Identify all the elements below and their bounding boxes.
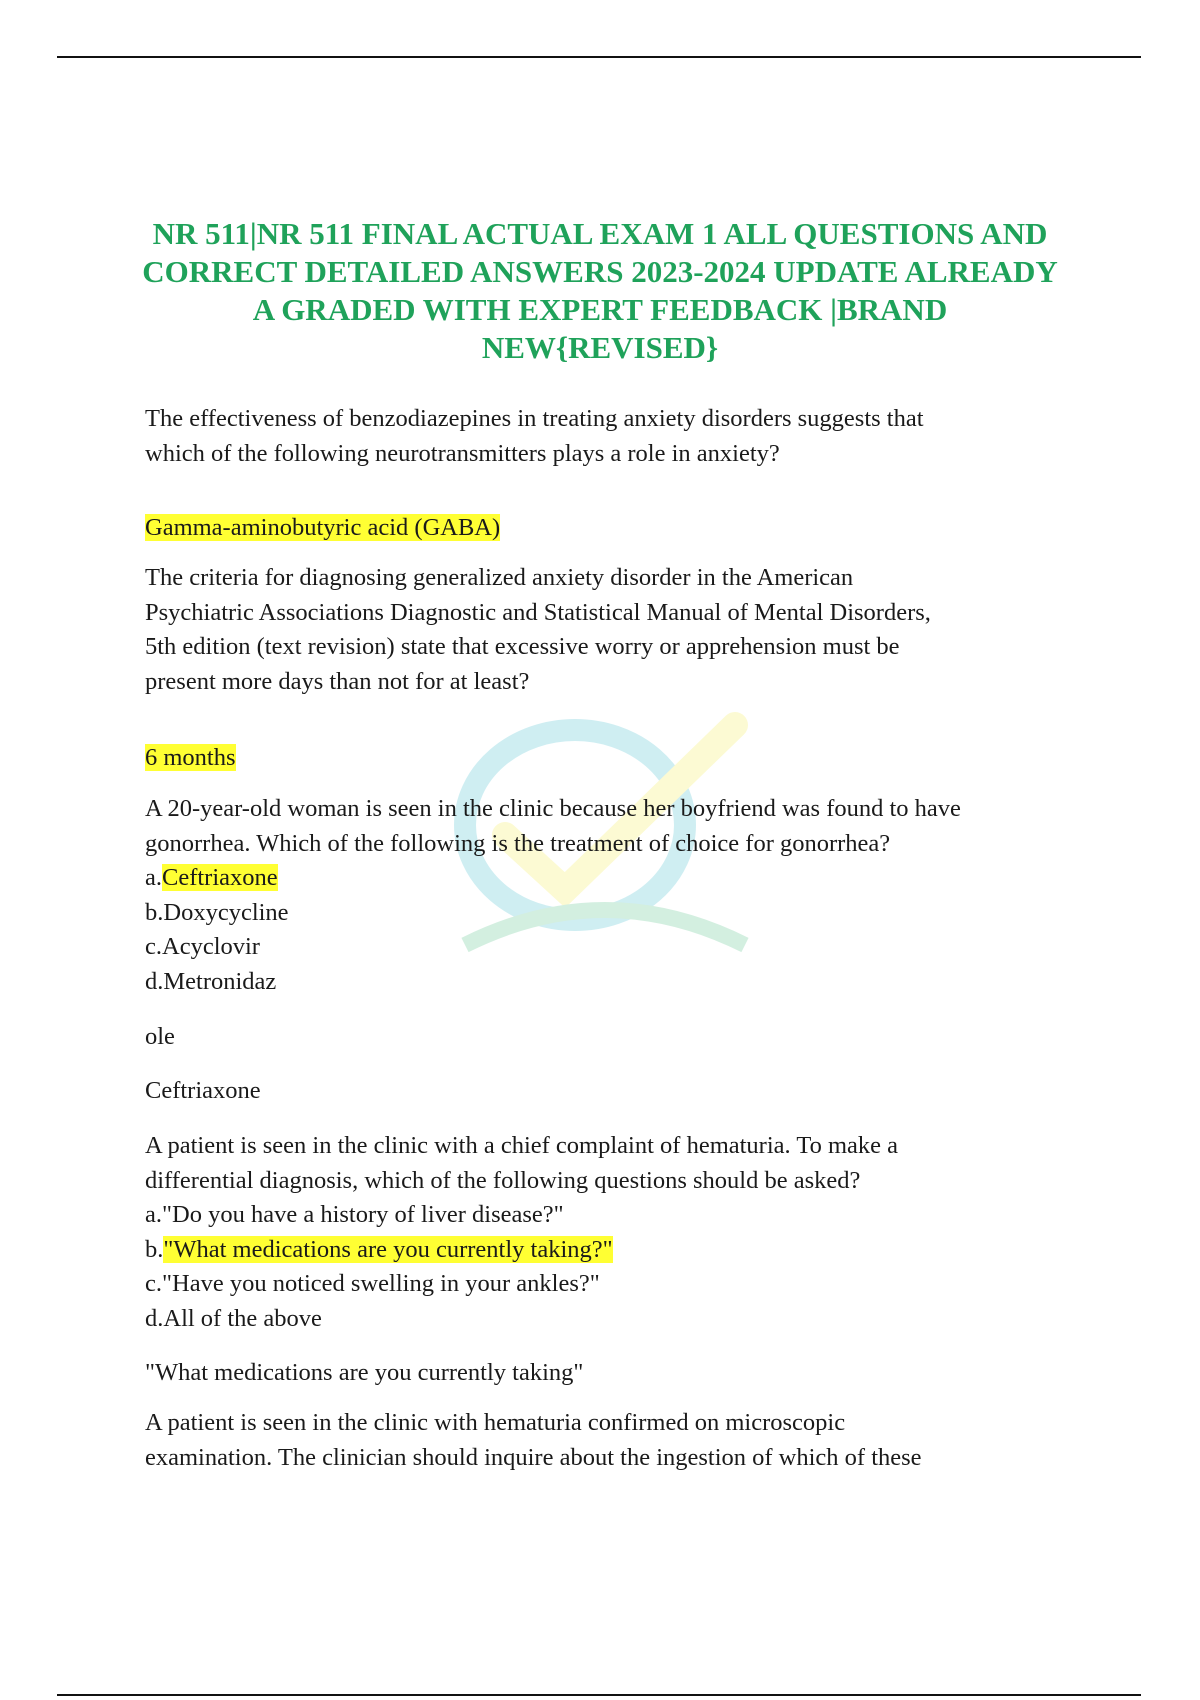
option-c [145,930,1105,965]
answer-1 [145,511,1105,546]
answer-highlight: 6 months [145,744,236,771]
option-text: All of the above [163,1304,322,1332]
question-text: A patient is seen in the clinic with a chief complaint of hematuria. To make a [145,1132,899,1159]
question-2 [145,561,1105,699]
question-text: differential diagnosis, which of the following questions should be asked? [145,1166,861,1194]
question-1 [145,402,1105,471]
question-text: examination. The clinician should inquire about the ingestion of which of these [145,1443,922,1471]
option-text: Doxycycline [163,898,289,926]
question-4 [145,1129,1105,1336]
question-text: A patient is seen in the clinic with hematuria confirmed on microscopic [145,1409,846,1436]
title-line: NEW{REVISED} [481,330,719,365]
question-text: A 20-year-old woman is seen in the clinic because her boyfriend was found to have [145,795,961,822]
option-text: Metronidaz [163,967,277,995]
option-text: "Have you noticed swelling in your ankles?" [162,1270,600,1297]
answer-highlight: Gamma-aminobutyric acid (GABA) [145,514,501,541]
overflow-text: ole [145,1023,175,1050]
question-3 [145,792,1105,999]
document-title [100,215,1100,367]
bottom-rule [57,1694,1141,1696]
option-prefix: a. [145,1201,162,1228]
option-d [145,1302,1105,1337]
option-text: "Do you have a history of liver disease?" [162,1201,564,1228]
option-prefix: b. [145,1235,164,1263]
option-prefix: d. [145,967,164,995]
option-b [145,896,1105,931]
option-prefix: c. [145,933,162,960]
question-5 [145,1406,1105,1475]
question-text: present more days than not for at least? [145,667,530,695]
option-text: Ceftriaxone [162,864,278,891]
question-text: 5th edition (text revision) state that excessive worry or apprehension must be [145,633,900,660]
option-prefix: b. [145,898,164,926]
option-prefix: d. [145,1304,164,1332]
title-line: NR 511|NR 511 FINAL ACTUAL EXAM 1 ALL QUESTIONS AND [152,216,1048,251]
option-d [145,965,1105,1000]
question-text: The effectiveness of benzodiazepines in treating anxiety disorders suggests that [145,405,924,432]
answer-4 [145,1356,1105,1391]
question-text: which of the following neurotransmitters plays a role in anxiety? [145,439,780,467]
question-text: Psychiatric Associations Diagnostic and Statistical Manual of Mental Disorders, [145,598,931,626]
option-a [145,1198,1105,1233]
answer-2 [145,741,1105,776]
answer-3 [145,1074,1105,1109]
answer-text: Ceftriaxone [145,1077,261,1104]
option-prefix: c. [145,1270,162,1297]
option-c [145,1267,1105,1302]
top-rule [57,56,1141,58]
option-prefix: a. [145,864,162,891]
option-d-overflow [145,1020,1105,1055]
question-text: gonorrhea. Which of the following is the treatment of choice for gonorrhea? [145,829,891,857]
question-text: The criteria for diagnosing generalized anxiety disorder in the American [145,564,854,591]
option-text: Acyclovir [162,933,260,960]
option-text: "What medications are you currently taking?" [163,1235,613,1263]
answer-text: "What medications are you currently taking" [145,1359,584,1386]
title-line: A GRADED WITH EXPERT FEEDBACK |BRAND [252,292,948,327]
option-b [145,1233,1105,1268]
title-line: CORRECT DETAILED ANSWERS 2023-2024 UPDATE ALREADY [142,254,1058,289]
option-a [145,861,1105,896]
